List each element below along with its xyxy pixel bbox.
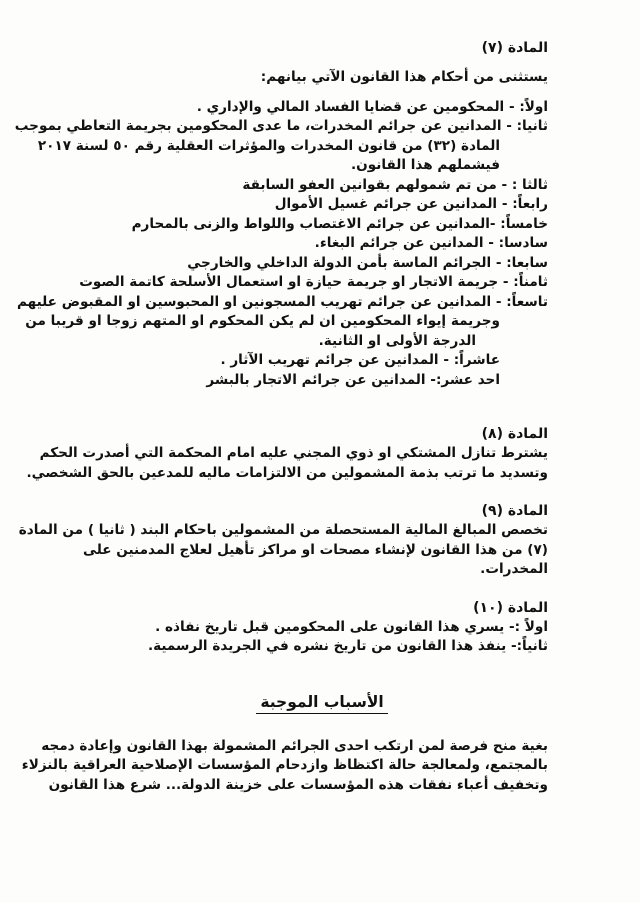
article-7-item-4: رابعاً: - المدانين عن جرائم غسيل الأموال xyxy=(274,196,548,212)
article-7-item-7: سابعا: - الجرائم الماسة بأمن الدولة الداخلي والخارجي xyxy=(187,254,548,271)
article-8-heading: المادة (٨) xyxy=(481,426,548,442)
article-7-item-5: خامساً: -المدانين عن جرائم الاغتصاب واللواط والزنى بالمحارم xyxy=(131,215,548,232)
article-7-item-2-cont: المادة (٣٢) من قانون المخدرات والمؤثرات العقلية رقم ٥٠ لسنة ٢٠١٧ xyxy=(37,137,500,154)
reasons-title xyxy=(96,693,548,711)
reasons-line-2: بالمجتمع، ولمعالجة حالة اكتظاظ وازدحام المؤسسات الإصلاحية العراقية بالنزلاء xyxy=(21,757,548,773)
article-8-line-1: يشترط تنازل المشتكي او ذوي المجني عليه امام المحكمة التي أصدرت الحكم xyxy=(39,445,548,461)
article-7-item-9-cont: وجريمة إيواء المحكومين ان لم يكن المحكوم او المتهم زوجا او قريبا من xyxy=(25,313,500,329)
article-7-item-1: اولاً: - المحكومين عن قضايا الفساد المالي والإداري . xyxy=(196,98,548,115)
article-9-line-1: تخصص المبالغ المالية المستحصلة من المشمولين باحكام البند ( ثانيا ) من المادة xyxy=(18,522,548,538)
article-7-item-3: ثالثا : - من تم شمولهم بقوانين العفو السابقة xyxy=(242,176,548,193)
article-10-line-2: ثانياً:- ينفذ هذا القانون من تاريخ نشره في الجريدة الرسمية. xyxy=(147,638,548,654)
reasons-title-text: الأسباب الموجبة xyxy=(256,693,387,714)
article-7-item-9: تاسعاً: - المدانين عن جرائم تهريب المسجونين او المحبوسين او المقبوض عليهم xyxy=(16,293,548,310)
article-7-item-9-cont2: الدرجة الأولى او الثانية. xyxy=(318,332,476,349)
article-7-item-11: احد عشر:- المدانين عن جرائم الاتجار بالبشر xyxy=(206,371,500,388)
article-9-line-2: (٧) من هذا القانون لإنشاء مصحات او مراكز تأهيل لعلاج المدمنين على xyxy=(82,541,548,558)
article-7-item-2-cont2: فيشملهم هذا القانون. xyxy=(350,157,500,173)
article-7-intro: يستثنى من أحكام هذا القانون الآتي بيانهم: xyxy=(260,69,548,85)
article-7-item-10: عاشراً: - المدانين عن جرائم تهريب الآثار . xyxy=(220,352,500,368)
article-7-list xyxy=(14,98,548,391)
article-9-line-3: المخدرات. xyxy=(480,561,548,577)
article-7-item-2: ثانيا: - المدانين عن جرائم المخدرات، ما عدى المحكومين بجريمة التعاطي بموجب xyxy=(14,118,548,134)
article-7-item-8: ثامناً: - جريمة الاتجار او جريمة حيازة او استعمال الأسلحة كاتمة الصوت xyxy=(79,274,548,290)
article-9-heading: المادة (٩) xyxy=(481,503,548,519)
article-7-heading: المادة (٧) xyxy=(481,40,548,56)
article-7-item-6: سادسا: - المدانين عن جرائم البغاء. xyxy=(314,235,548,251)
article-10-line-1: اولاً :- يسري هذا القانون على المحكومين قبل تاريخ نفاذه . xyxy=(155,618,548,635)
article-8-line-2: وتسديد ما ترتب بذمة المشمولين من الالتزامات ماليه للمدعين بالحق الشخصي. xyxy=(26,464,548,481)
reasons-line-1: بغية منح فرصة لمن ارتكب احدى الجرائم المشمولة بهذا القانون وإعادة دمجه xyxy=(41,737,548,754)
reasons-line-3: وتخفيف أعباء نفقات هذه المؤسسات على خزينة الدولة... شرع هذا القانون xyxy=(48,776,548,793)
article-10-heading: المادة (١٠) xyxy=(473,599,548,616)
